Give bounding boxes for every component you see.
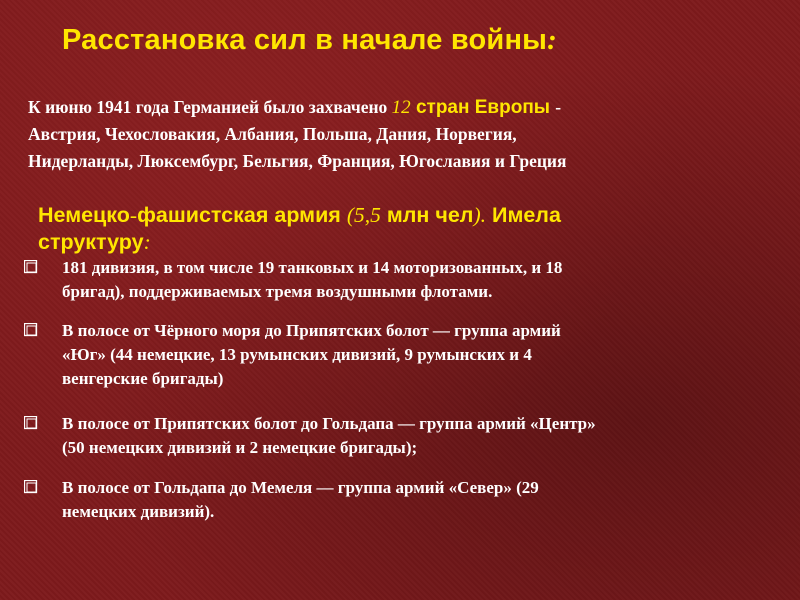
checkbox-square-icon bbox=[24, 323, 38, 337]
bullet-text bbox=[62, 412, 777, 460]
bullet-line: (50 немецких дивизий и 2 немецкие бригады); bbox=[62, 438, 418, 457]
bullet-text bbox=[62, 319, 777, 391]
army-subtitle-part: фашистская армия bbox=[137, 203, 347, 227]
bullet-text bbox=[62, 476, 777, 524]
checkbox-square-icon bbox=[24, 416, 38, 430]
bullet-text bbox=[62, 256, 777, 304]
intro-dash: - bbox=[555, 97, 562, 117]
army-size-number: 5,5 bbox=[354, 203, 381, 227]
intro-line-3: Нидерланды, Люксембург, Бельгия, Франция, Югославия и Греция bbox=[28, 151, 567, 171]
bullet-line: бригад), поддерживаемых тремя воздушными флотами. bbox=[62, 282, 493, 301]
army-subtitle-colon: : bbox=[143, 230, 151, 254]
intro-country-count: 12 bbox=[391, 97, 411, 118]
army-size-unit: млн чел bbox=[380, 203, 474, 227]
bullet-line: немецких дивизий). bbox=[62, 502, 215, 521]
army-subtitle-part: Имела bbox=[486, 203, 561, 227]
checkbox-square-icon bbox=[24, 480, 38, 494]
army-subtitle-part: Немецко bbox=[38, 203, 130, 227]
slide-title-colon: : bbox=[547, 24, 557, 56]
intro-line-2: Австрия, Чехословакия, Албания, Польша, Дания, Норвегия, bbox=[28, 124, 517, 144]
army-subtitle-dash: - bbox=[129, 203, 138, 227]
army-subtitle-line-2 bbox=[38, 229, 758, 256]
slide-title bbox=[62, 24, 557, 57]
bullet-line: 181 дивизия, в том числе 19 танковых и 14 моторизованных, и 18 bbox=[62, 258, 563, 277]
intro-highlight: стран Европы bbox=[410, 97, 556, 118]
bullet-line: В полосе от Чёрного моря до Припятских болот — группа армий bbox=[62, 321, 561, 340]
slide-title-text: Расстановка сил в начале войны bbox=[62, 24, 548, 56]
intro-paragraph bbox=[28, 94, 788, 175]
army-subtitle bbox=[38, 202, 758, 256]
army-subtitle-paren: ). bbox=[473, 203, 487, 227]
army-subtitle-line-1 bbox=[38, 202, 758, 229]
intro-text: К июню 1941 года Германией было захвачено bbox=[28, 97, 392, 117]
bullet-line: В полосе от Припятских болот до Гольдапа — группа армий «Центр» bbox=[62, 414, 596, 433]
intro-line-1 bbox=[28, 94, 788, 121]
bullet-line: В полосе от Гольдапа до Мемеля — группа армий «Север» (29 bbox=[62, 478, 539, 497]
bullet-line: «Юг» (44 немецкие, 13 румынских дивизий, 9 румынских и 4 bbox=[62, 345, 532, 364]
army-subtitle-part: структуру bbox=[38, 230, 144, 254]
bullet-line: венгерские бригады) bbox=[62, 369, 224, 388]
checkbox-square-icon bbox=[24, 260, 38, 274]
army-subtitle-paren: ( bbox=[346, 203, 354, 227]
